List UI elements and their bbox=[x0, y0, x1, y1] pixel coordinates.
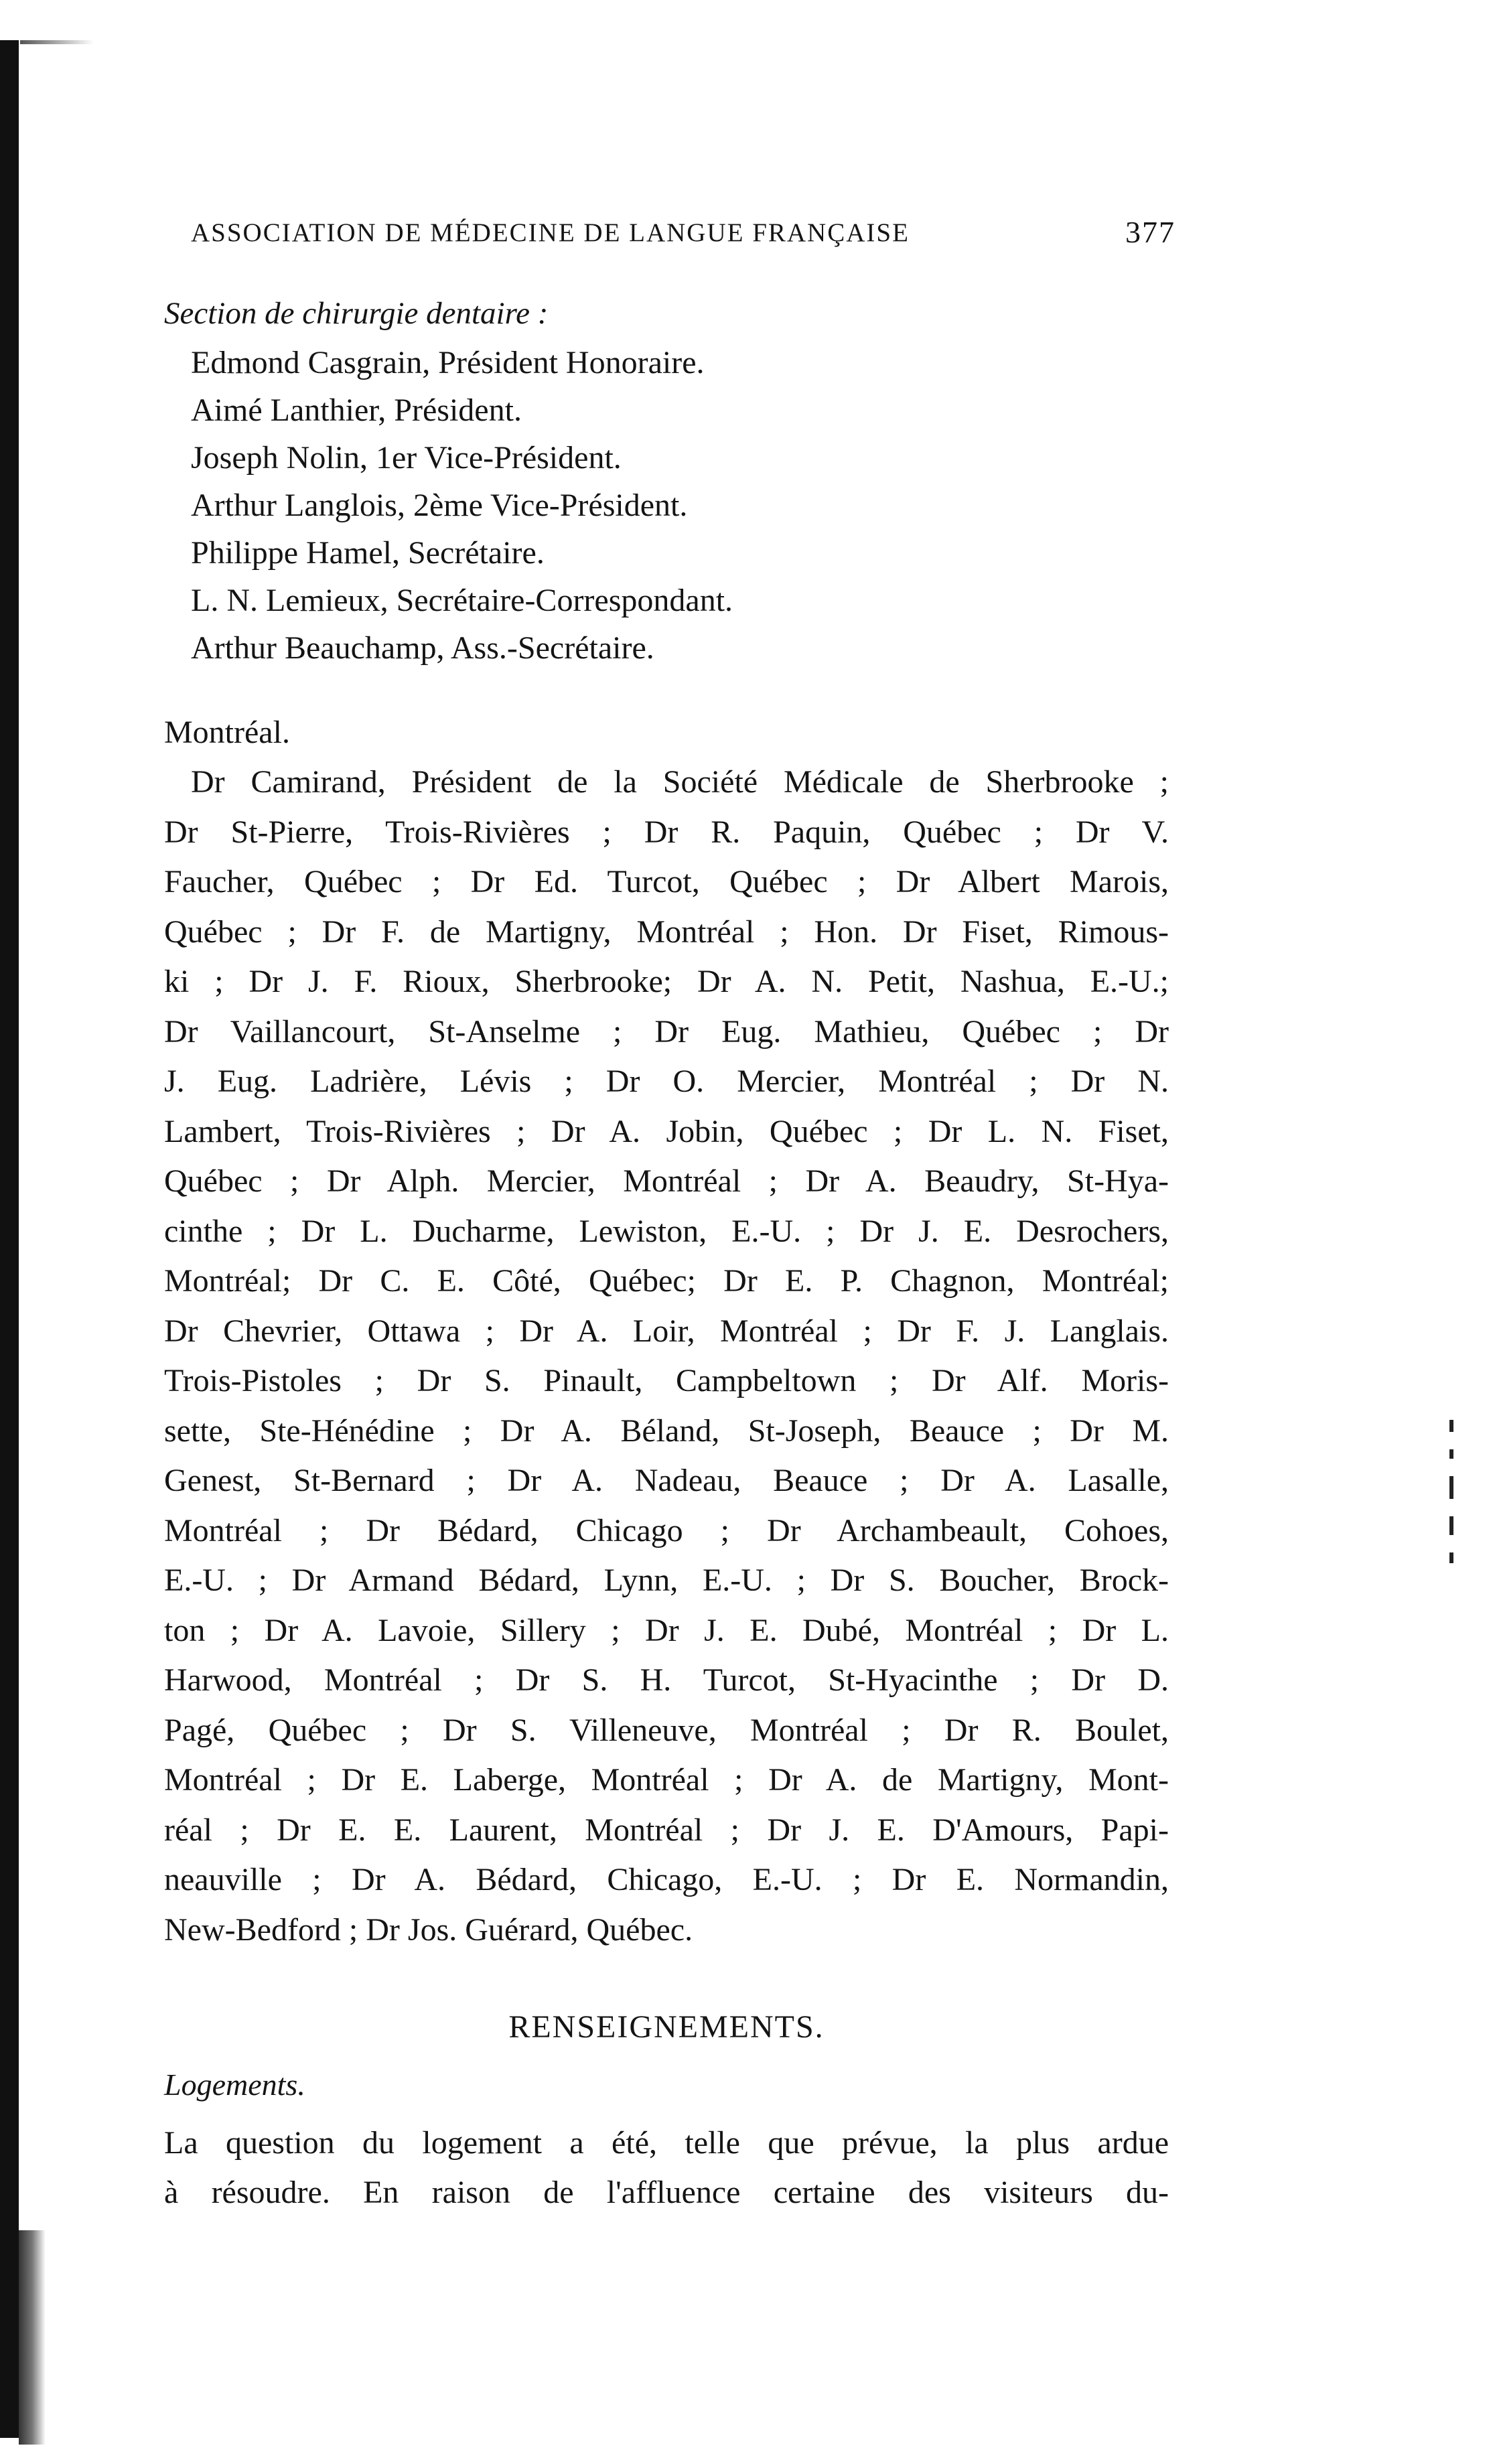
text-line: Québec ; Dr F. de Martigny, Montréal ; Hon. Dr Fiset, Rimous- bbox=[164, 914, 1169, 950]
text-line: Dr Chevrier, Ottawa ; Dr A. Loir, Montréal ; Dr F. J. Langlais. bbox=[164, 1313, 1169, 1349]
text-line: Montréal ; Dr Bédard, Chicago ; Dr Archambeault, Cohoes, bbox=[164, 1512, 1169, 1548]
members-paragraph bbox=[164, 757, 1169, 1955]
officer-entry: Arthur Beauchamp, Ass.-Secrétaire. bbox=[191, 630, 654, 666]
lodging-subheading: Logements. bbox=[164, 2068, 305, 2102]
officers-list bbox=[164, 339, 1169, 672]
text-line: à résoudre. En raison de l'affluence certaine des visiteurs du- bbox=[164, 2175, 1169, 2210]
officer-entry: Philippe Hamel, Secrétaire. bbox=[191, 535, 545, 571]
text-line: Dr St-Pierre, Trois-Rivières ; Dr R. Paquin, Québec ; Dr V. bbox=[164, 814, 1169, 850]
text-line: Trois-Pistoles ; Dr S. Pinault, Campbeltown ; Dr Alf. Moris- bbox=[164, 1363, 1169, 1398]
text-line: Québec ; Dr Alph. Mercier, Montréal ; Dr A. Beaudry, St-Hya- bbox=[164, 1163, 1169, 1199]
text-line: New-Bedford ; Dr Jos. Guérard, Québec. bbox=[164, 1911, 693, 1948]
text-line: ki ; Dr J. F. Rioux, Sherbrooke; Dr A. N. Petit, Nashua, E.-U.; bbox=[164, 964, 1169, 999]
scan-top-smudge bbox=[20, 40, 94, 44]
officer-entry: L. N. Lemieux, Secrétaire-Correspondant. bbox=[191, 583, 733, 618]
text-line: Genest, St-Bernard ; Dr A. Nadeau, Beauce ; Dr A. Lasalle, bbox=[164, 1463, 1169, 1498]
text-line: Pagé, Québec ; Dr S. Villeneuve, Montréal ; Dr R. Boulet, bbox=[164, 1712, 1169, 1748]
officer-entry: Joseph Nolin, 1er Vice-Président. bbox=[191, 440, 622, 476]
text-line: neauville ; Dr A. Bédard, Chicago, E.-U. ; Dr E. Normandin, bbox=[164, 1862, 1169, 1897]
text-line: ton ; Dr A. Lavoie, Sillery ; Dr J. E. Dubé, Montréal ; Dr L. bbox=[164, 1612, 1169, 1648]
text-line: cinthe ; Dr L. Ducharme, Lewiston, E.-U. ; Dr J. E. Desrochers, bbox=[164, 1213, 1169, 1249]
text-line: J. Eug. Ladrière, Lévis ; Dr O. Mercier, Montréal ; Dr N. bbox=[164, 1064, 1169, 1099]
lodging-paragraph bbox=[164, 2118, 1169, 2218]
running-head bbox=[164, 201, 1175, 255]
margin-marks bbox=[1447, 1420, 1456, 1661]
text-line: sette, Ste-Hénédine ; Dr A. Béland, St-Joseph, Beauce ; Dr M. bbox=[164, 1412, 1169, 1449]
text-line: E.-U. ; Dr Armand Bédard, Lynn, E.-U. ; Dr S. Boucher, Brock- bbox=[164, 1563, 1169, 1598]
city-label: Montréal. bbox=[164, 715, 290, 750]
text-line: Lambert, Trois-Rivières ; Dr A. Jobin, Québec ; Dr L. N. Fiset, bbox=[164, 1113, 1169, 1149]
officer-entry: Arthur Langlois, 2ème Vice-Président. bbox=[191, 488, 688, 523]
text-line: Montréal; Dr C. E. Côté, Québec; Dr E. P. Chagnon, Montréal; bbox=[164, 1263, 1169, 1299]
section-heading: Section de chirurgie dentaire : bbox=[164, 296, 549, 331]
scan-binding-edge bbox=[0, 40, 19, 2438]
book-page bbox=[164, 201, 1175, 2218]
text-line: Faucher, Québec ; Dr Ed. Turcot, Québec ; Dr Albert Marois, bbox=[164, 864, 1169, 899]
officer-entry: Edmond Casgrain, Président Honoraire. bbox=[191, 345, 705, 380]
text-line: La question du logement a été, telle que prévue, la plus ardue bbox=[164, 2125, 1169, 2161]
text-line: Montréal ; Dr E. Laberge, Montréal ; Dr A. de Martigny, Mont- bbox=[164, 1762, 1169, 1798]
text-line: Dr Camirand, Président de la Société Médicale de Sherbrooke ; bbox=[191, 764, 1169, 800]
officer-entry: Aimé Lanthier, Président. bbox=[191, 392, 522, 428]
text-line: Dr Vaillancourt, St-Anselme ; Dr Eug. Mathieu, Québec ; Dr bbox=[164, 1013, 1169, 1049]
page-number: 377 bbox=[1125, 215, 1175, 249]
text-line: Harwood, Montréal ; Dr S. H. Turcot, St-Hyacinthe ; Dr D. bbox=[164, 1662, 1169, 1698]
scan-bottom-smudge bbox=[19, 2230, 46, 2445]
running-head-title: ASSOCIATION DE MÉDECINE DE LANGUE FRANÇAISE bbox=[191, 218, 910, 247]
text-line: réal ; Dr E. E. Laurent, Montréal ; Dr J. E. D'Amours, Papi- bbox=[164, 1812, 1169, 1848]
info-heading: RENSEIGNEMENTS. bbox=[508, 2009, 825, 2045]
